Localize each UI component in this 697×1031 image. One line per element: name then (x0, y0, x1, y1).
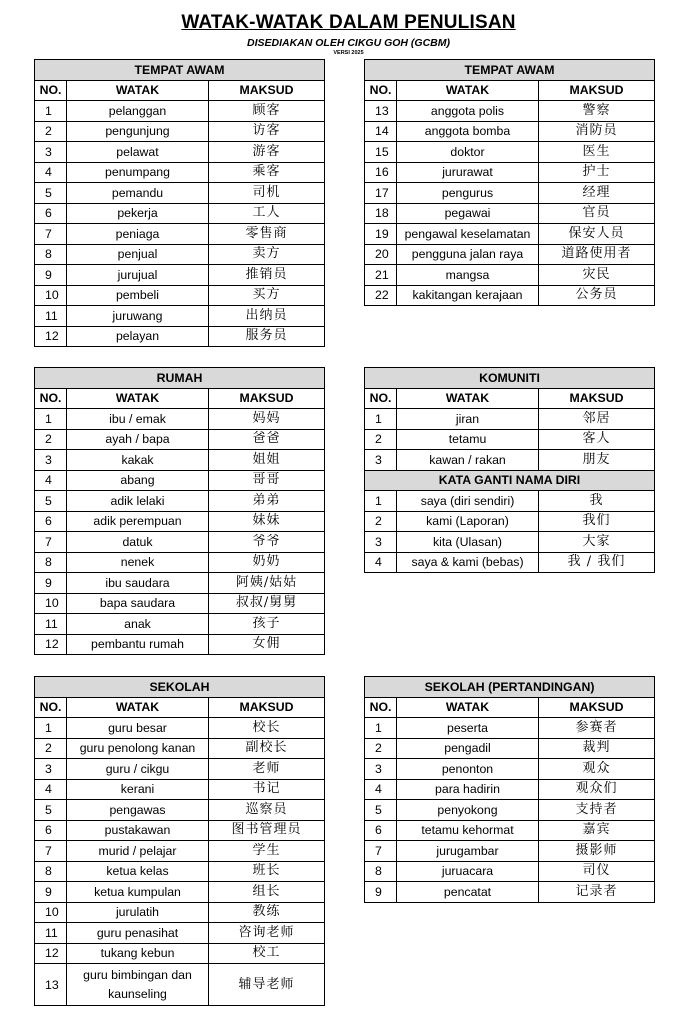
maksud-cell: 巡察员 (209, 800, 325, 821)
table-row (35, 326, 325, 347)
watak-cell: ketua kumpulan (67, 882, 209, 903)
table-row (365, 265, 655, 286)
row-number: 12 (35, 634, 67, 655)
watak-cell: guru / cikgu (67, 759, 209, 780)
row-number: 2 (35, 738, 67, 759)
watak-cell: tukang kebun (67, 943, 209, 964)
table-row (365, 800, 655, 821)
watak-cell: kami (Laporan) (397, 511, 539, 532)
watak-cell: pembantu rumah (67, 634, 209, 655)
row-number: 18 (365, 203, 397, 224)
watak-cell: mangsa (397, 265, 539, 286)
row-number: 19 (365, 224, 397, 245)
row-number: 3 (365, 532, 397, 553)
table-sekolah (34, 676, 325, 1006)
maksud-cell: 邻居 (539, 409, 655, 430)
maksud-cell: 记录者 (539, 882, 655, 903)
watak-cell: tetamu (397, 429, 539, 450)
maksud-cell: 客人 (539, 429, 655, 450)
table-row (35, 203, 325, 224)
watak-cell: guru besar (67, 718, 209, 739)
maksud-cell: 顾客 (209, 101, 325, 122)
row-number: 5 (35, 491, 67, 512)
table-row (35, 491, 325, 512)
maksud-cell: 妹妹 (209, 511, 325, 532)
watak-cell: anggota bomba (397, 121, 539, 142)
row-number: 4 (365, 552, 397, 573)
row-number: 10 (35, 285, 67, 306)
section-title: RUMAH (35, 368, 325, 389)
row-number: 9 (35, 573, 67, 594)
table-row (365, 409, 655, 430)
row-number: 8 (35, 552, 67, 573)
table-row (35, 573, 325, 594)
row-number: 8 (365, 861, 397, 882)
table-row (35, 923, 325, 944)
row-number: 6 (35, 203, 67, 224)
row-number: 1 (35, 409, 67, 430)
table-row (365, 532, 655, 553)
row-number: 4 (35, 779, 67, 800)
maksud-cell: 警察 (539, 101, 655, 122)
row-number: 12 (35, 943, 67, 964)
table-row (365, 738, 655, 759)
maksud-cell: 参赛者 (539, 718, 655, 739)
row-number: 9 (35, 882, 67, 903)
section-title: TEMPAT AWAM (35, 60, 325, 81)
row-number: 9 (365, 882, 397, 903)
table-row (365, 429, 655, 450)
maksud-cell: 姐姐 (209, 450, 325, 471)
col-header-no: NO. (365, 697, 397, 718)
row-number: 15 (365, 142, 397, 163)
row-number: 4 (35, 470, 67, 491)
maksud-cell: 学生 (209, 841, 325, 862)
table-row (365, 244, 655, 265)
maksud-cell: 工人 (209, 203, 325, 224)
table-row (365, 861, 655, 882)
watak-cell: jurugambar (397, 841, 539, 862)
row-number: 1 (35, 101, 67, 122)
row-number: 2 (35, 429, 67, 450)
maksud-cell: 裁判 (539, 738, 655, 759)
maksud-cell: 校长 (209, 718, 325, 739)
watak-cell: jururawat (397, 162, 539, 183)
table-row (35, 841, 325, 862)
watak-cell: jiran (397, 409, 539, 430)
col-header-watak: WATAK (397, 388, 539, 409)
maksud-cell: 卖方 (209, 244, 325, 265)
watak-cell: nenek (67, 552, 209, 573)
col-header-maksud: MAKSUD (209, 697, 325, 718)
maksud-cell: 零售商 (209, 224, 325, 245)
table-row (35, 121, 325, 142)
table-row (35, 902, 325, 923)
col-header-no: NO. (35, 697, 67, 718)
watak-cell: ibu / emak (67, 409, 209, 430)
maksud-cell: 乘客 (209, 162, 325, 183)
maksud-cell: 公务员 (539, 285, 655, 306)
row-number: 12 (35, 326, 67, 347)
table-row (365, 759, 655, 780)
row-number: 17 (365, 183, 397, 204)
table-row (35, 101, 325, 122)
table-tempat-awam-2 (364, 59, 655, 306)
watak-cell: anak (67, 614, 209, 635)
maksud-cell: 灾民 (539, 265, 655, 286)
maksud-cell: 嘉宾 (539, 820, 655, 841)
maksud-cell: 教练 (209, 902, 325, 923)
table-row (35, 183, 325, 204)
row-number: 8 (35, 244, 67, 265)
maksud-cell: 官员 (539, 203, 655, 224)
table-row (365, 491, 655, 512)
row-number: 9 (35, 265, 67, 286)
watak-cell: pemandu (67, 183, 209, 204)
row-number: 3 (35, 759, 67, 780)
watak-cell: pengurus (397, 183, 539, 204)
page-title: WATAK-WATAK DALAM PENULISAN (181, 12, 516, 33)
table-row (35, 409, 325, 430)
table-rumah (34, 367, 325, 655)
row-number: 14 (365, 121, 397, 142)
watak-cell: tetamu kehormat (397, 820, 539, 841)
maksud-cell: 消防员 (539, 121, 655, 142)
maksud-cell: 买方 (209, 285, 325, 306)
col-header-maksud: MAKSUD (539, 697, 655, 718)
watak-cell: para hadirin (397, 779, 539, 800)
table-row (35, 532, 325, 553)
col-header-maksud: MAKSUD (539, 80, 655, 101)
watak-cell: jurujual (67, 265, 209, 286)
maksud-cell: 奶奶 (209, 552, 325, 573)
table-row (365, 552, 655, 573)
table-row (365, 101, 655, 122)
row-number: 1 (365, 718, 397, 739)
watak-cell: pengadil (397, 738, 539, 759)
maksud-cell: 道路使用者 (539, 244, 655, 265)
row-number: 6 (365, 820, 397, 841)
row-number: 1 (35, 718, 67, 739)
maksud-cell: 司仪 (539, 861, 655, 882)
row-number: 7 (35, 224, 67, 245)
watak-cell: ibu saudara (67, 573, 209, 594)
table-row (365, 224, 655, 245)
col-header-no: NO. (35, 388, 67, 409)
section-title: SEKOLAH (35, 677, 325, 698)
watak-cell: kerani (67, 779, 209, 800)
table-row (35, 820, 325, 841)
watak-cell: guru penasihat (67, 923, 209, 944)
maksud-cell: 游客 (209, 142, 325, 163)
table-row (365, 718, 655, 739)
maksud-cell: 访客 (209, 121, 325, 142)
table-komuniti (364, 367, 655, 573)
maksud-cell: 爸爸 (209, 429, 325, 450)
watak-cell: guru penolong kanan (67, 738, 209, 759)
row-number: 5 (35, 800, 67, 821)
row-number: 3 (365, 759, 397, 780)
table-row (365, 285, 655, 306)
watak-cell: abang (67, 470, 209, 491)
maksud-cell: 我 / 我们 (539, 552, 655, 573)
row-number: 5 (365, 800, 397, 821)
maksud-cell: 推销员 (209, 265, 325, 286)
watak-cell: adik perempuan (67, 511, 209, 532)
table-row (35, 511, 325, 532)
table-row (35, 450, 325, 471)
table-sekolah-pertandingan (364, 676, 655, 903)
table-row (365, 882, 655, 903)
watak-cell: pelanggan (67, 101, 209, 122)
watak-cell: pengawas (67, 800, 209, 821)
table-row (35, 306, 325, 327)
table-row (365, 841, 655, 862)
maksud-cell: 哥哥 (209, 470, 325, 491)
watak-cell: peserta (397, 718, 539, 739)
table-row (365, 162, 655, 183)
row-number: 13 (365, 101, 397, 122)
row-number: 11 (35, 614, 67, 635)
table-row (35, 634, 325, 655)
table-row (35, 800, 325, 821)
table-row (35, 964, 325, 1006)
row-number: 16 (365, 162, 397, 183)
watak-cell: pustakawan (67, 820, 209, 841)
row-number: 1 (365, 491, 397, 512)
watak-cell: juruacara (397, 861, 539, 882)
maksud-cell: 妈妈 (209, 409, 325, 430)
row-number: 2 (365, 738, 397, 759)
watak-cell: kakitangan kerajaan (397, 285, 539, 306)
maksud-cell: 副校长 (209, 738, 325, 759)
watak-cell: ayah / bapa (67, 429, 209, 450)
watak-cell: pengguna jalan raya (397, 244, 539, 265)
row-number: 2 (365, 429, 397, 450)
table-row (35, 718, 325, 739)
maksud-cell: 叔叔/舅舅 (209, 593, 325, 614)
section-title: TEMPAT AWAM (365, 60, 655, 81)
page-subtitle: DISEDIAKAN OLEH CIKGU GOH (GCBM) (247, 37, 450, 49)
watak-cell: datuk (67, 532, 209, 553)
table-row (35, 429, 325, 450)
col-header-watak: WATAK (397, 80, 539, 101)
maksud-cell: 校工 (209, 943, 325, 964)
section-title: KATA GANTI NAMA DIRI (365, 470, 655, 491)
row-number: 4 (365, 779, 397, 800)
col-header-watak: WATAK (67, 697, 209, 718)
table-row (35, 779, 325, 800)
watak-cell: doktor (397, 142, 539, 163)
col-header-watak: WATAK (67, 80, 209, 101)
maksud-cell: 医生 (539, 142, 655, 163)
table-row (365, 820, 655, 841)
table-row (35, 224, 325, 245)
watak-cell: kita (Ulasan) (397, 532, 539, 553)
maksud-cell: 朋友 (539, 450, 655, 471)
col-header-no: NO. (35, 80, 67, 101)
watak-cell: kawan / rakan (397, 450, 539, 471)
maksud-cell: 保安人员 (539, 224, 655, 245)
table-row (35, 142, 325, 163)
table-row (35, 552, 325, 573)
col-header-maksud: MAKSUD (209, 80, 325, 101)
watak-cell: pekerja (67, 203, 209, 224)
watak-cell: pembeli (67, 285, 209, 306)
col-header-maksud: MAKSUD (209, 388, 325, 409)
table-row (35, 470, 325, 491)
watak-cell: pegawai (397, 203, 539, 224)
watak-cell: saya & kami (bebas) (397, 552, 539, 573)
watak-cell: pengunjung (67, 121, 209, 142)
row-number: 1 (365, 409, 397, 430)
row-number: 4 (35, 162, 67, 183)
table-row (35, 759, 325, 780)
watak-cell: penjual (67, 244, 209, 265)
watak-cell: adik lelaki (67, 491, 209, 512)
watak-cell: pelayan (67, 326, 209, 347)
row-number: 7 (35, 841, 67, 862)
maksud-cell: 老师 (209, 759, 325, 780)
maksud-cell: 图书管理员 (209, 820, 325, 841)
watak-cell: guru bimbingan dan kaunseling (67, 964, 209, 1006)
row-number: 11 (35, 306, 67, 327)
row-number: 11 (35, 923, 67, 944)
row-number: 3 (35, 142, 67, 163)
maksud-cell: 出纳员 (209, 306, 325, 327)
maksud-cell: 摄影师 (539, 841, 655, 862)
watak-cell: pencatat (397, 882, 539, 903)
table-row (35, 882, 325, 903)
col-header-no: NO. (365, 388, 397, 409)
section-title: KOMUNITI (365, 368, 655, 389)
row-number: 6 (35, 511, 67, 532)
row-number: 22 (365, 285, 397, 306)
maksud-cell: 阿姨/姑姑 (209, 573, 325, 594)
row-number: 2 (35, 121, 67, 142)
col-header-watak: WATAK (67, 388, 209, 409)
maksud-cell: 咨询老师 (209, 923, 325, 944)
table-row (35, 162, 325, 183)
table-row (35, 614, 325, 635)
table-row (35, 943, 325, 964)
maksud-cell: 我 (539, 491, 655, 512)
row-number: 3 (35, 450, 67, 471)
maksud-cell: 观众 (539, 759, 655, 780)
row-number: 20 (365, 244, 397, 265)
maksud-cell: 爷爷 (209, 532, 325, 553)
table-row (365, 203, 655, 224)
table-row (35, 285, 325, 306)
col-header-maksud: MAKSUD (539, 388, 655, 409)
maksud-cell: 护士 (539, 162, 655, 183)
watak-cell: jurulatih (67, 902, 209, 923)
watak-cell: murid / pelajar (67, 841, 209, 862)
table-row (35, 593, 325, 614)
version-label: VERSI 2025 (333, 50, 364, 56)
watak-cell: peniaga (67, 224, 209, 245)
maksud-cell: 孩子 (209, 614, 325, 635)
row-number: 10 (35, 593, 67, 614)
table-row (365, 183, 655, 204)
row-number: 10 (35, 902, 67, 923)
table-row (35, 244, 325, 265)
maksud-cell: 大家 (539, 532, 655, 553)
row-number: 21 (365, 265, 397, 286)
maksud-cell: 司机 (209, 183, 325, 204)
col-header-watak: WATAK (397, 697, 539, 718)
row-number: 3 (365, 450, 397, 471)
watak-cell: penumpang (67, 162, 209, 183)
maksud-cell: 辅导老师 (209, 964, 325, 1006)
row-number: 13 (35, 964, 67, 1006)
maksud-cell: 班长 (209, 861, 325, 882)
table-row (35, 861, 325, 882)
maksud-cell: 支持者 (539, 800, 655, 821)
section-title: SEKOLAH (PERTANDINGAN) (365, 677, 655, 698)
table-row (365, 450, 655, 471)
watak-cell: penyokong (397, 800, 539, 821)
table-row (365, 779, 655, 800)
table-row (365, 511, 655, 532)
maksud-cell: 经理 (539, 183, 655, 204)
maksud-cell: 弟弟 (209, 491, 325, 512)
maksud-cell: 书记 (209, 779, 325, 800)
maksud-cell: 女佣 (209, 634, 325, 655)
row-number: 2 (365, 511, 397, 532)
row-number: 5 (35, 183, 67, 204)
table-row (35, 265, 325, 286)
watak-cell: pelawat (67, 142, 209, 163)
row-number: 6 (35, 820, 67, 841)
watak-cell: juruwang (67, 306, 209, 327)
maksud-cell: 观众们 (539, 779, 655, 800)
maksud-cell: 我们 (539, 511, 655, 532)
maksud-cell: 服务员 (209, 326, 325, 347)
col-header-no: NO. (365, 80, 397, 101)
row-number: 7 (35, 532, 67, 553)
watak-cell: kakak (67, 450, 209, 471)
watak-cell: saya (diri sendiri) (397, 491, 539, 512)
row-number: 8 (35, 861, 67, 882)
watak-cell: bapa saudara (67, 593, 209, 614)
watak-cell: penonton (397, 759, 539, 780)
maksud-cell: 组长 (209, 882, 325, 903)
watak-cell: ketua kelas (67, 861, 209, 882)
watak-cell: anggota polis (397, 101, 539, 122)
table-tempat-awam-1 (34, 59, 325, 347)
table-row (35, 738, 325, 759)
row-number: 7 (365, 841, 397, 862)
watak-cell: pengawal keselamatan (397, 224, 539, 245)
table-row (365, 121, 655, 142)
table-row (365, 142, 655, 163)
